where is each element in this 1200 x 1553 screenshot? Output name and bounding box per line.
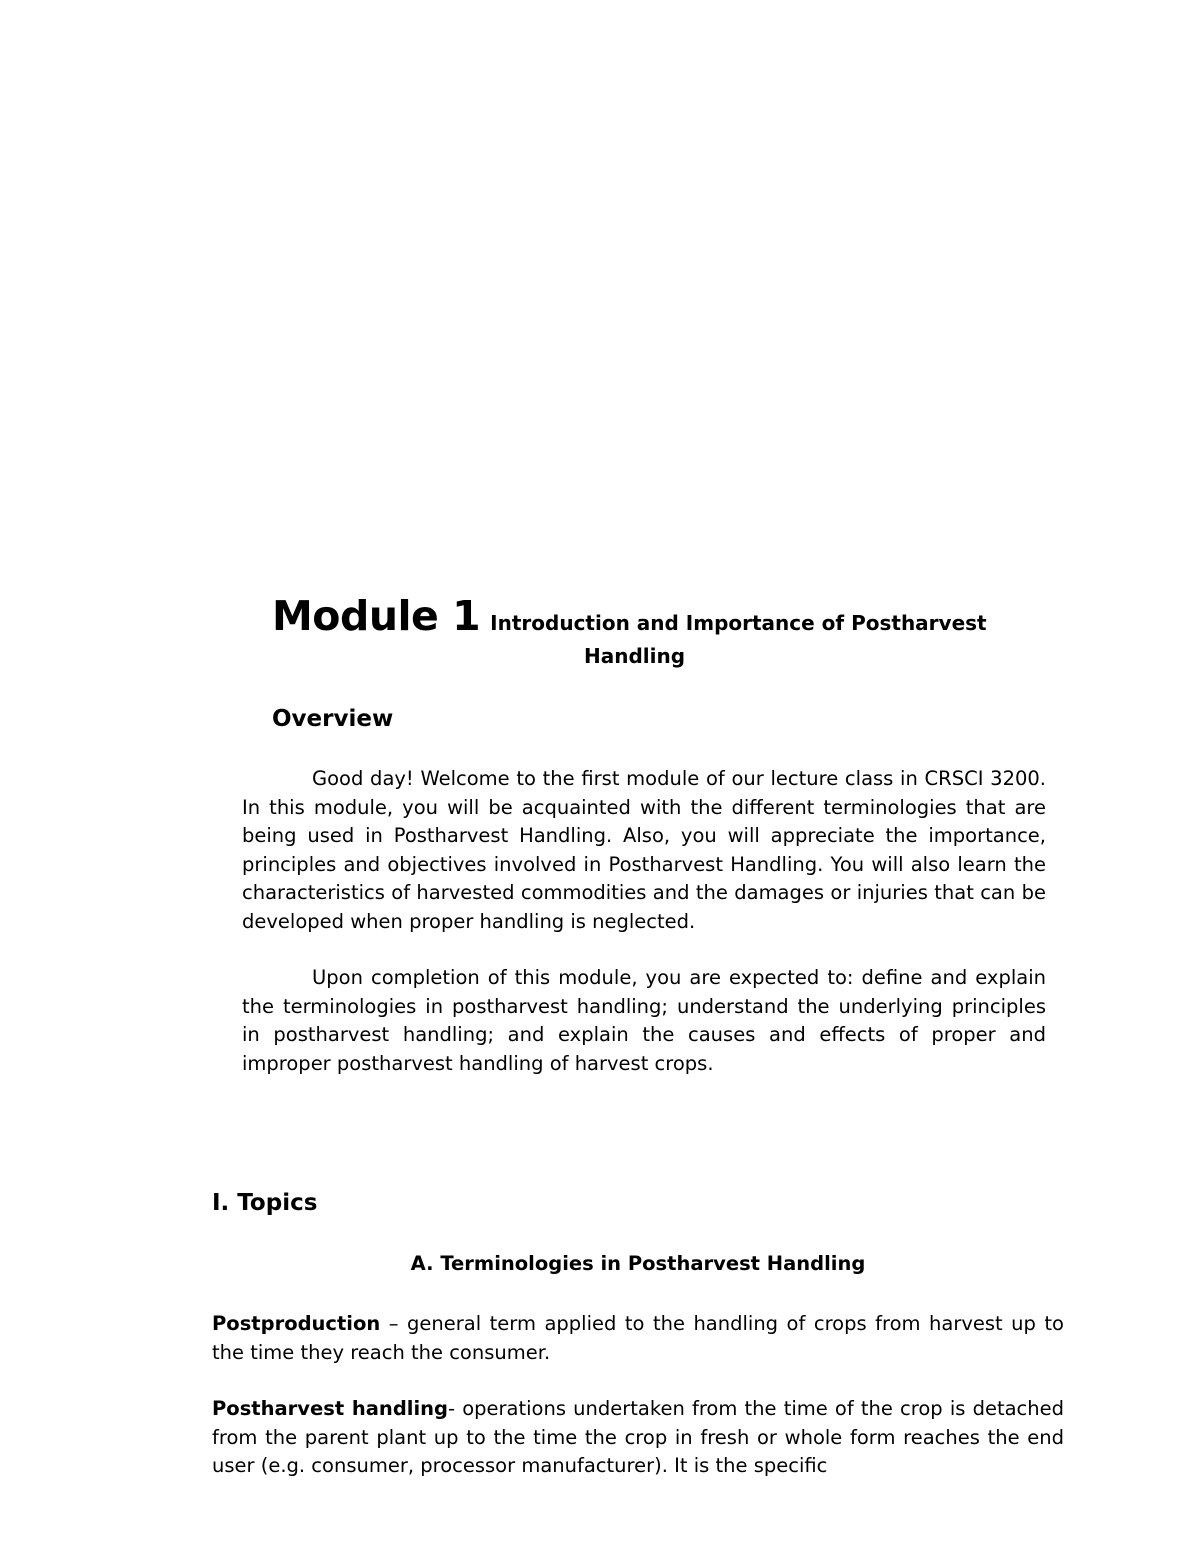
module-title: Introduction and Importance of Postharvest [490,611,987,635]
definition-text: – general term applied to the handling of crops from harvest up to the time they reach the consumer. [212,1312,1064,1364]
module-title-continuation: Handling [584,644,686,668]
definition-term: Postproduction [212,1312,381,1335]
terminologies-subheading: A. Terminologies in Postharvest Handling [410,1252,866,1275]
overview-paragraph: Good day! Welcome to the first module of our lecture class in CRSCI 3200. In this module, you will be acquainted with the different terminologies that are being used in Postharvest Handling. Also, you will appreciate the importance, principles and objectives involved in Postharvest Handling. You will also learn the characteristics of harvested commodities and the damages or injuries that can be developed when proper handling is neglected. [242,767,1046,933]
overview-heading: Overview [272,706,394,732]
objectives-paragraph: Upon completion of this module, you are expected to: define and explain the terminologies in postharvest handling; understand the underlying principles in postharvest handling; and explain the causes and effects of proper and improper postharvest handling of harvest crops. [242,966,1046,1075]
module-heading [272,592,1032,668]
module-heading-line [272,592,1032,640]
topics-heading: I. Topics [212,1190,318,1216]
definition-postharvest-handling [212,1395,1064,1481]
definition-postproduction [212,1310,1064,1367]
module-label: Module 1 [272,592,481,640]
definition-term: Postharvest handling [212,1397,448,1420]
definition-text: - operations undertaken from the time of the crop is detached from the parent plant up to the time the crop in fresh or whole form reaches the end user (e.g. consumer, processor manufacturer). It is the specific [212,1397,1064,1478]
